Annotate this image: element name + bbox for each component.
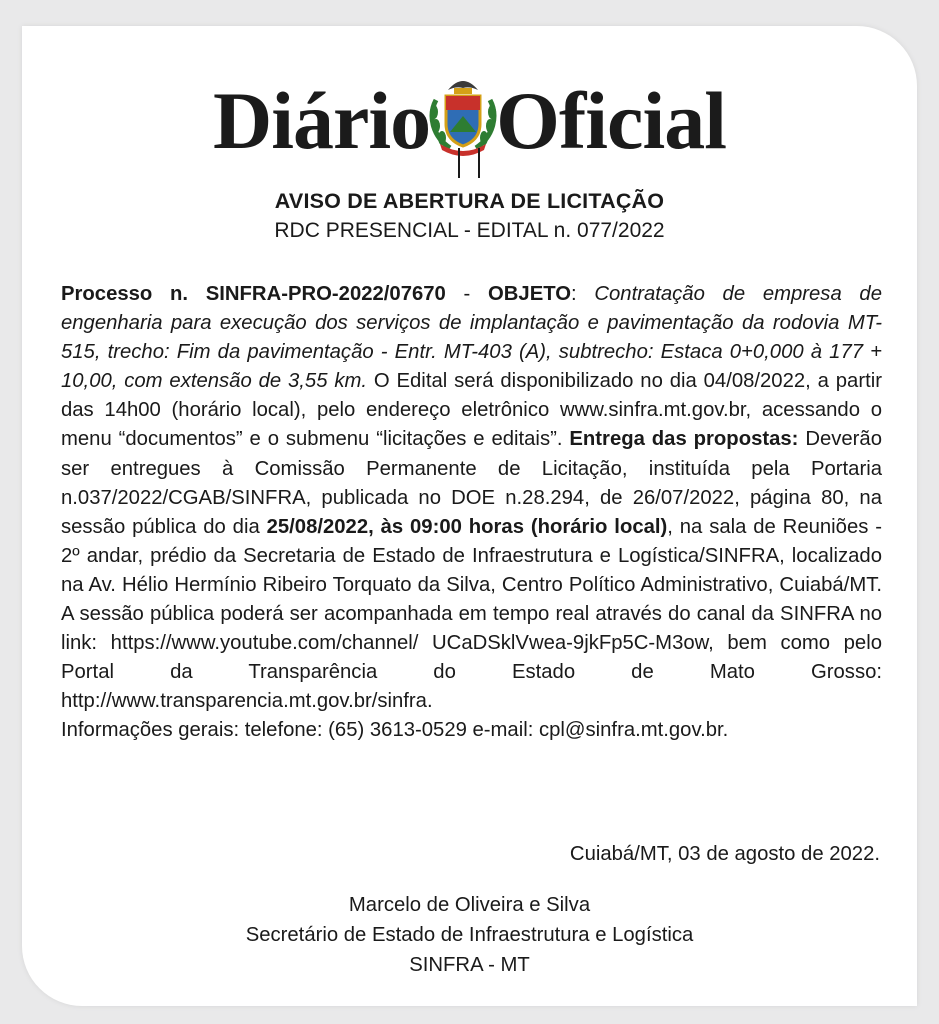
processo-number: Processo n. SINFRA-PRO-2022/07670 [61,283,446,305]
session-datetime: 25/08/2022, às 09:00 horas (horário local) [266,515,668,538]
coat-of-arms-icon [426,70,500,156]
notice-subtitle: RDC PRESENCIAL - EDITAL n. 077/2022 [274,219,665,242]
separator: - [445,283,488,305]
dateline: Cuiabá/MT, 03 de agosto de 2022. [569,843,880,865]
pillars-icon [452,146,486,180]
entrega-label: Entrega das propostas: [569,428,799,451]
masthead-word-diario: Diário [212,75,431,166]
colon: : [571,283,595,305]
notice-card [22,26,917,1006]
contact-info: Informações gerais: telefone: (65) 3613-0529 e-mail: cpl@sinfra.mt.gov.br. [61,719,729,742]
location-text: , na sala de Reuniões - 2º andar, prédio da Secretaria de Estado de Infraestrutura e Logística/SINFRA, localizado na Av. Hélio Hermínio Ribeiro Torquato da Silva, Centro Político Administrativo, Cuiabá/MT. A sessão pública poderá ser acompanhada em tempo real através do canal da SINFRA no link: https://www.youtube.com/channel/ UCaDSklVwea-9jkFp5C-M3ow, bem como pelo Portal da Transparência do Estado de Mato Grosso: http://www.transparencia.mt.gov.br/sinfra. [61,515,882,713]
entrega-text: Deverão ser entregues à Comissão Permanente de Licitação, instituída pela Portaria n.037/2022/CGAB/SINFRA, publicada no DOE n.28.294, de 26/07/2022, página 80, na sessão pública do dia [61,428,882,538]
masthead-word-oficial: Oficial [496,75,727,166]
signatory-role: Secretário de Estado de Infraestrutura e Logística [245,924,694,946]
notice-title: AVISO DE ABERTURA DE LICITAÇÃO [274,189,665,213]
notice-body [61,280,882,746]
objeto-label: OBJETO [488,283,572,305]
signatory-org: SINFRA - MT [409,954,530,976]
signatory-name: Marcelo de Oliveira e Silva [348,894,591,916]
edital-availability: O Edital será disponibilizado no dia 04/08/2022, a partir das 14h00 (horário local), pelo endereço eletrônico www.sinfra.mt.gov.br, acessando o menu “documentos” e o submenu “licitações e editais”. [61,370,882,451]
objeto-description: Contratação de empresa de engenharia para execução dos serviços de implantação e pavimentação da rodovia MT-515, trecho: Fim da pavimentação - Entr. MT-403 (A), subtrecho: Estaca 0+0,000 à 177 + 10,00, com extensão de 3,55 km. [61,283,882,393]
